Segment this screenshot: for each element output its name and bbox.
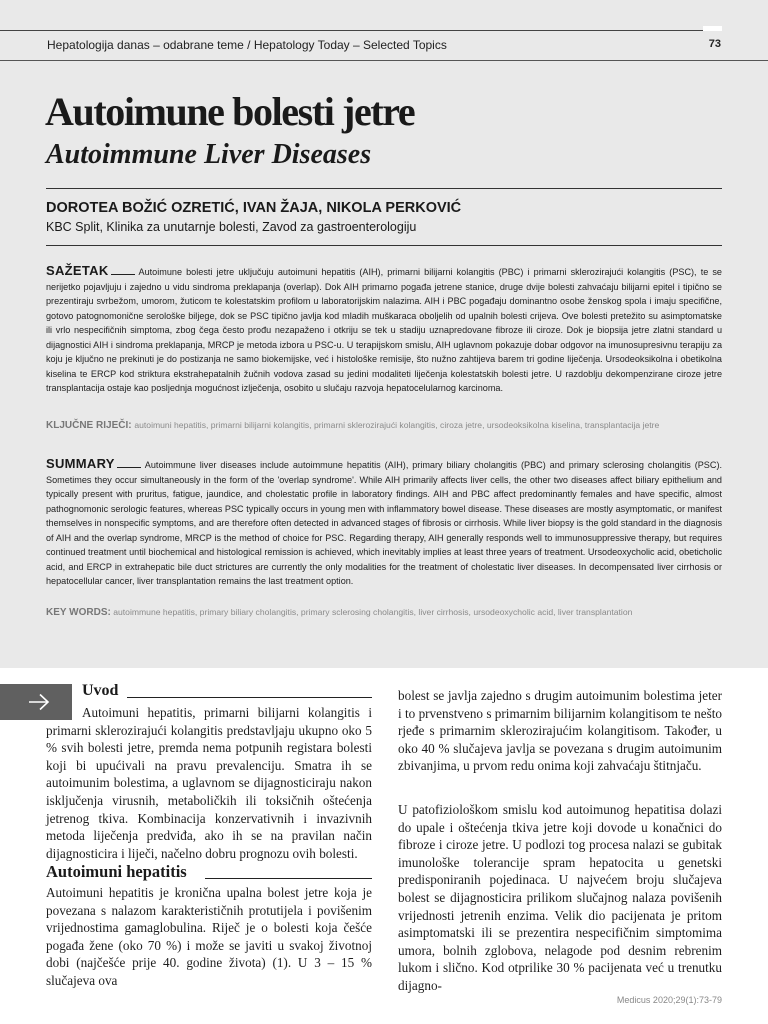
section-rule-uvod (127, 697, 372, 698)
footer-citation: Medicus 2020;29(1):73-79 (616, 995, 722, 1005)
abstract-hr (46, 264, 722, 396)
keywords-en-text: autoimmune hepatitis, primary biliary cholangitis, primary sclerosing cholangitis, liver cirrhosis, ursodeoxycholic acid, liver transplantation (113, 607, 633, 617)
right-paragraph-2 (398, 801, 722, 995)
keywords-hr-label: KLJUČNE RIJEČI (46, 420, 129, 431)
section-rule-aih (205, 878, 372, 879)
abstract-hr-line (111, 274, 135, 275)
right-text-2: U patofiziološkom smislu kod autoimunog hepatitisa dolazi do upale i oštećenja tkiva jetre koji dovode u konačnici do fibroze i ciroze jetre. U podlozi tog procesa nalazi se gubitak imunološke tolerancije spram hepatocita u genetski predisponiranih pojedinaca. U najvećem broju slučajeva bolest se dijagnosticira prilikom slučajnog nalaza povišenih vrijednosti jetrenih enzima. Velik dio pacijenata je pritom asimptomatski ili se prezentira nespecifičnim simptomima umora, bolnih zglobova, nelagode pod desnim rebrenim lukom i slično. Kod otprilike 30 % pacijenata već u trenutku dijagno- (398, 802, 722, 993)
aih-paragraph (46, 884, 372, 990)
keywords-hr (46, 418, 722, 433)
running-head: Hepatologija danas – odabrane teme / Hepatology Today – Selected Topics (47, 38, 447, 52)
top-tab (703, 26, 722, 31)
authors-bottom-rule (46, 245, 722, 246)
authors-top-rule (46, 188, 722, 189)
keywords-hr-colon: : (128, 420, 135, 431)
article-title: Autoimune bolesti jetre (45, 89, 415, 134)
keywords-en-label: KEY WORDS: (46, 607, 111, 618)
abstract-en-label: SUMMARY (46, 456, 115, 471)
abstract-en-line (117, 467, 141, 468)
abstract-hr-label: SAŽETAK (46, 263, 109, 278)
top-rule (0, 30, 722, 31)
section-heading-uvod: Uvod (82, 682, 119, 699)
right-text-1: bolest se javlja zajedno s drugim autoimunim bolestima jeter i to prvenstveno s primarnim bilijarnim kolangitisom te nešto rjeđe s primarnim sklerozirajućim kolangitisom. Također, u oko 40 % slučajeva javlja se povezana s drugim autoimunim zbivanjima, u prvom redu onima koji zahvaćaju štitnjaču. (398, 688, 722, 774)
intro-text: Autoimuni hepatitis, primarni bilijarni kolangitis i primarni sklerozirajući kolangitis predstavljaju ukupno oko 5 % svih bolesti jetre, premda nema potpunih registara bolesti koji bi upućivali na pravu prevalenciju. Smatra ih se autoimunim bolestima, a uglavnom se dijagnosticiraju nakon isključenja virusnih, metaboličkih ili toksičnih oštećenja jetrenog tkiva. Kombinacija konzervativnih i invazivnih metoda liječenja predviđa, ako ih se na pravilan način dijagnosticira i liječi, načelno dobru prognozu ovih bolesti. (46, 705, 372, 861)
keywords-hr-text: autoimuni hepatitis, primarni bilijarni kolangitis, primarni sklerozirajući kolangitis, ciroza jetre, ursodeoksikolna kiselina, transplantacija jetre (134, 420, 660, 430)
aih-text: Autoimuni hepatitis je kronična upalna bolest jetre koja je povezana s nalazom karakterističnih protutijela i povišenim vrijednostima gamaglobulina. Riječ je o bolesti koja češće pogađa žene (oko 70 %) i može se javiti u svakoj životnoj dobi (najčešće prije 40. godine života) (1). U 3 – 15 % slučajeva ova (46, 885, 372, 988)
right-paragraph-1 (398, 687, 722, 775)
section-heading-aih: Autoimuni hepatitis (46, 862, 187, 881)
authors: DOROTEA BOŽIĆ OZRETIĆ, IVAN ŽAJA, NIKOLA PERKOVIĆ (46, 200, 462, 216)
keywords-en (46, 605, 722, 620)
affiliation: KBC Split, Klinika za unutarnje bolesti, Zavod za gastroenterologiju (46, 220, 417, 234)
abstract-hr-text: Autoimune bolesti jetre uključuju autoimuni hepatitis (AIH), primarni bilijarni kolangitis (PBC) i primarni sklerozirajući kolangitis (PSC), te se nerijetko pojavljuju i zajedno u vidu sindroma preklapanja (overlap). Dok AIH primarno pogađa jetrene stanice, druge dvije bolesti zahvaćaju bilijarni epitel i tipično se prezentiraju svrbežom, umorom, žuticom te kolestatskim profilom u laboratorijskim nalazima. AIH i PBC pogađaju dominantno osobe ženskog spola i imaju specifične, gotovo patognomonične serološke biljege, dok se PSC tipično javlja kod mladih muškaraca oboljelih od upalnih bolesti crijeva. Ove bolesti pretežito su asimptomatske ili vrlo nespecifičnih simptoma, zbog čega često prođu nezapaženo i otkriju se tek u stadiju uznapredovane fibroze ili ciroze. Dok je biopsija jetre zlatni standard u dijagnostici AIH i sindroma preklapanja, MRCP je metoda izbora u PSC-u. U terapijskom smislu, AIH uglavnom pokazuje dobar odgovor na imunosupresivnu terapiju za koju je ključno ne prekinuti je do postizanja ne samo biokemijske, već i histološke remisije, što nužno zahtijeva barem tri godine liječenja. Ursodeoksikolna i obetikolna kiselina te ERCP kod striktura ekstrahepatalnih žučnih vodova zasad su jedini modaliteti liječenja kolestatskih bolesti jetre. U razdoblju dekompenzirane ciroze jetre transplantacija ostaje kao posljednja mogućnost izlječenja, osobito u slučaju razvoja hepatocelularnog karcinoma. (46, 267, 722, 393)
article-subtitle: Autoimmune Liver Diseases (46, 139, 372, 170)
abstract-en (46, 457, 722, 589)
header-rule (0, 60, 768, 61)
abstract-en-text: Autoimmune liver diseases include autoimmune hepatitis (AIH), primary biliary cholangitis (PBC) and primary sclerosing cholangitis (PSC). Sometimes they occur simultaneously in the form of the 'overlap syndrome'. While AIH primarily affects liver cells, the other two diseases affect biliary epithelium and typically present with pruritus, fatigue, jaundice, and cholestatic profile in laboratory findings. AIH and PBC affect predominantly females and have specific, almost pathognomonic serologic features, whereas PSC typically occurs in young men with inflammatory bowel disease. These diseases are mostly asymptomatic, or manifest themselves in nonspecific symptoms, and are therefore often detected in advanced stages of fibrosis or cirrhosis. While liver biopsy is the gold standard in the diagnosis of AIH and the overlap syndrome, MRCP is the method of choice for PSC. Regarding therapy, AIH generally responds well to immunosuppressive therapy, but requires continued treatment until biochemical and histological remission is achieved, which inevitably implies at least three years of treatment. Ursodeoxycholic acid, obeticholic acid, and ERCP in extrahepatic bile duct strictures are currently the only modalities for the treatment of cholestatic liver diseases. In decompensated liver cirrhosis or hepatocellular cancer, liver transplantation remains the last treatment option. (46, 460, 722, 586)
page-number: 73 (708, 38, 721, 50)
intro-paragraph (46, 704, 372, 862)
